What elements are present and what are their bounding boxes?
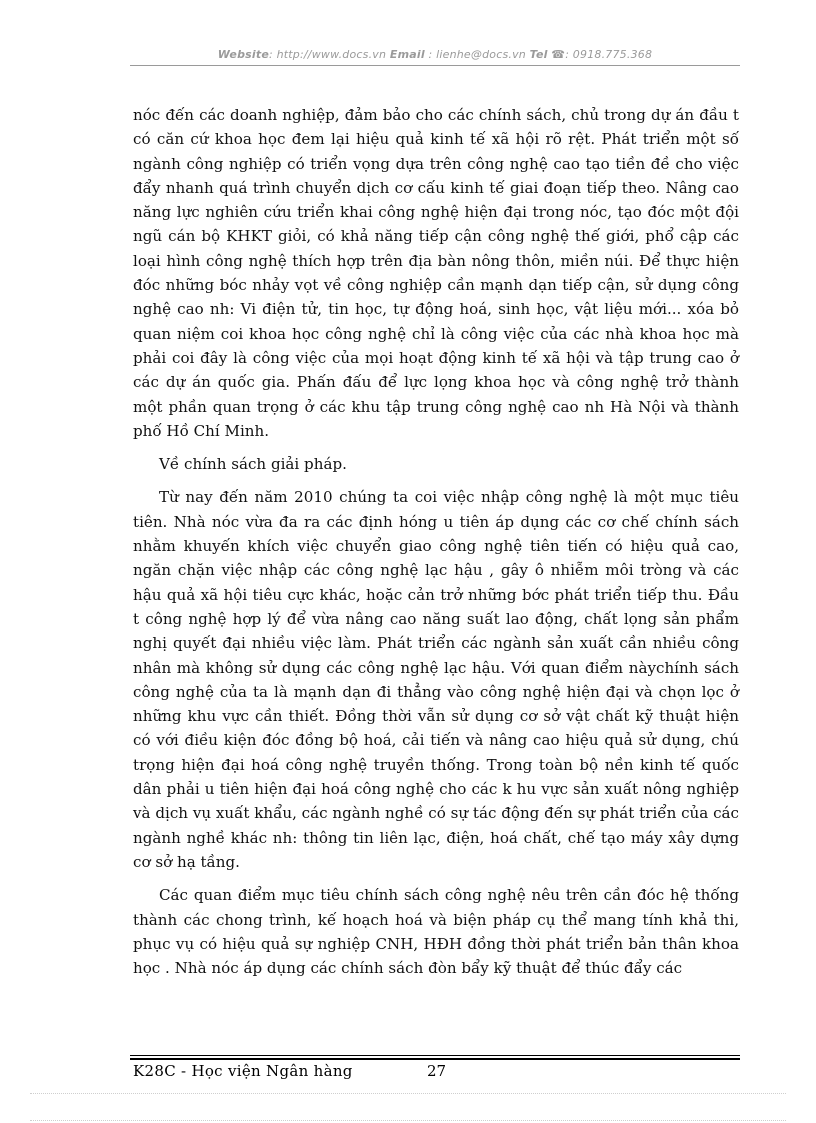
website-value: : http://www.docs.vn <box>269 48 390 61</box>
page-edge-dots <box>30 1093 786 1094</box>
paragraph-2: Về chính sách giải pháp. <box>159 455 347 474</box>
email-label: Email <box>389 48 425 61</box>
paragraph-4: Các quan điểm mục tiêu chính sách công nghệ nêu trên cần đóc hệ thống thành các chong trình, kế hoạch hoá và biện pháp cụ thể mang tính khả thi, phục vụ có hiệu quả sự nghiệp CNH, HĐH đồng thời phát triển bản thân khoa học . Nhà nóc áp dụng các chính sách đòn bẩy kỹ thuật để thúc đẩy các <box>133 886 739 978</box>
page-header <box>130 48 740 61</box>
tel-value: ☎: 0918.775.368 <box>547 48 653 61</box>
page-number: 27 <box>427 1062 447 1080</box>
page-edge-dots-bottom <box>30 1120 786 1121</box>
footer-institution: K28C - Học viện Ngân hàng <box>133 1062 353 1080</box>
footer-divider-thin <box>130 1055 740 1056</box>
paragraph-1: nóc đến các doanh nghiệp, đảm bảo cho các chính sách, chủ trong dự án đầu t có căn cứ khoa học đem lại hiệu quả kinh tế xã hội rõ rệt. Phát triển một số ngành công nghiệp có triển vọng dựa trên công nghệ cao tạo tiền đề cho việc đẩy nhanh quá trình chuyển dịch cơ cấu kinh tế giai đoạn tiếp theo. Nâng cao năng lực nghiên cứu triển khai công nghệ hiện đại trong nóc, tạo đóc một đội ngũ cán bộ KHKT giỏi, có khả năng tiếp cận công nghệ thế giới, phổ cập các loại hình công nghệ thích hợp trên địa bàn nông thôn, miền núi. Để thực hiện đóc những bóc nhảy vọt về công nghiệp cần mạnh dạn tiếp cận, sử dụng công nghệ cao nh: Vi điện tử, tin học, tự động hoá, sinh học, vật liệu mới... xóa bỏ quan niệm coi khoa học công nghệ chỉ là công việc của các nhà khoa học mà phải coi đây là công việc của mọi hoạt động kinh tế xã hội và tập trung cao ở các dự án quốc gia. Phấn đấu để lực lọng khoa học và công nghệ trở thành một phần quan trọng ở các khu tập trung công nghệ cao nh Hà Nội và thành phố Hồ Chí Minh. <box>133 106 739 440</box>
email-value: : lienhe@docs.vn <box>424 48 530 61</box>
tel-label: Tel <box>529 48 548 61</box>
document-body <box>133 103 739 980</box>
paragraph-3: Từ nay đến năm 2010 chúng ta coi việc nhập công nghệ là một mục tiêu tiên. Nhà nóc vừa đa ra các định hóng u tiên áp dụng các cơ chế chính sách nhằm khuyến khích việc chuyển giao công nghệ tiên tiến có hiệu quả cao, ngăn chặn việc nhập các công nghệ lạc hậu , gây ô nhiễm môi tròng và các hậu quả xã hội tiêu cực khác, hoặc cản trở những bớc phát triển tiếp thu. Đầu t công nghệ hợp lý để vừa nâng cao năng suất lao động, chất lọng sản phẩm nghị quyết đại nhiều việc làm. Phát triển các ngành sản xuất cần nhiều công nhân mà không sử dụng các công nghệ lạc hậu. Với quan điểm nàychính sách công nghệ của ta là mạnh dạn đi thẳng vào công nghệ hiện đại và chọn lọc ở những khu vực cần thiết. Đồng thời vẫn sử dụng cơ sở vật chất kỹ thuật hiện có với điều kiện đóc đồng bộ hoá, cải tiến và nâng cao hiệu quả sử dụng, chú trọng hiện đại hoá công nghệ truyền thống. Trong toàn bộ nền kinh tế quốc dân phải u tiên hiện đại hoá công nghệ cho các k hu vực sản xuất nông nghiệp và dịch vụ xuất khẩu, các ngành nghề có sự tác động đến sự phát triển của các ngành nghề khác nh: thông tin liên lạc, điện, hoá chất, chế tạo máy xây dựng cơ sở hạ tầng. <box>133 488 739 871</box>
website-label: Website <box>217 48 269 61</box>
footer-divider-thick <box>130 1058 740 1060</box>
header-divider <box>130 65 740 66</box>
